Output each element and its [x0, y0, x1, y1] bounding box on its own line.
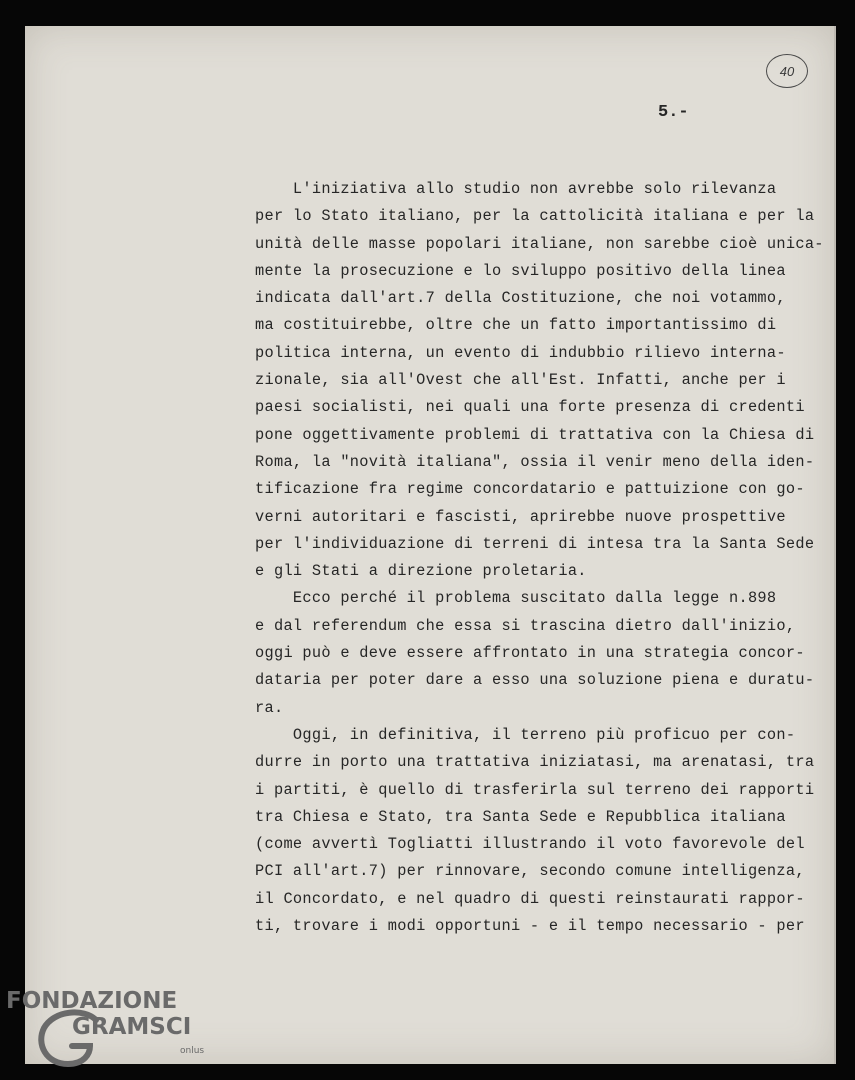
text-line: indicata dall'art.7 della Costituzione, che noi votammo, [255, 289, 786, 308]
fondazione-gramsci-watermark [6, 988, 216, 1068]
text-line: tificazione fra regime concordatario e pattuizione con go- [255, 480, 805, 499]
text-line: oggi può e deve essere affrontato in una strategia concor- [255, 644, 805, 663]
archive-number-stamp [766, 54, 808, 88]
archive-number: 40 [779, 63, 795, 79]
text-line: per lo Stato italiano, per la cattolicità italiana e per la [255, 207, 815, 226]
text-line: Ecco perché il problema suscitato dalla legge n.898 [255, 589, 777, 608]
text-line: pone oggettivamente problemi di trattativa con la Chiesa di [255, 425, 815, 444]
text-line: ma costituirebbe, oltre che un fatto importantissimo di [255, 316, 777, 335]
text-line: il Concordato, e nel quadro di questi reinstaurati rappor- [255, 889, 805, 908]
text-line: mente la prosecuzione e lo sviluppo positivo della linea [255, 261, 786, 280]
text-line: zionale, sia all'Ovest che all'Est. Infatti, anche per i [255, 371, 786, 390]
watermark-line-3: onlus [180, 1046, 205, 1056]
text-line: i partiti, è quello di trasferirla sul terreno dei rapporti [255, 780, 815, 799]
text-line: e gli Stati a direzione proletaria. [255, 562, 587, 581]
page-number: 5.- [658, 103, 689, 122]
text-line: verni autoritari e fascisti, aprirebbe nuove prospettive [255, 507, 786, 526]
text-line: tra Chiesa e Stato, tra Santa Sede e Repubblica italiana [255, 807, 786, 826]
text-line: unità delle masse popolari italiane, non sarebbe cioè unica- [255, 234, 824, 253]
watermark-line-2: GRAMSCI [72, 1014, 192, 1040]
watermark-line-1: FONDAZIONE [6, 988, 178, 1014]
text-line: PCI all'art.7) per rinnovare, secondo comune intelligenza, [255, 862, 805, 881]
text-line: dataria per poter dare a esso una soluzione piena e duratu- [255, 671, 815, 690]
text-line: L'iniziativa allo studio non avrebbe solo rilevanza [255, 180, 777, 198]
text-line: e dal referendum che essa si trascina dietro dall'inizio, [255, 616, 796, 635]
text-line: Oggi, in definitiva, il terreno più proficuo per con- [255, 725, 796, 744]
typed-text-body [255, 176, 845, 940]
text-line: durre in porto una trattativa iniziatasi, ma arenatasi, tra [255, 753, 815, 772]
text-line: ti, trovare i modi opportuni - e il tempo necessario - per [255, 917, 805, 936]
text-line: (come avvertì Togliatti illustrando il voto favorevole del [255, 835, 805, 854]
text-line: per l'individuazione di terreni di intesa tra la Santa Sede [255, 534, 815, 553]
text-line: politica interna, un evento di indubbio rilievo interna- [255, 343, 786, 362]
text-line: Roma, la "novità italiana", ossia il venir meno della iden- [255, 452, 815, 471]
text-line: ra. [255, 698, 284, 717]
text-line: paesi socialisti, nei quali una forte presenza di credenti [255, 398, 805, 417]
